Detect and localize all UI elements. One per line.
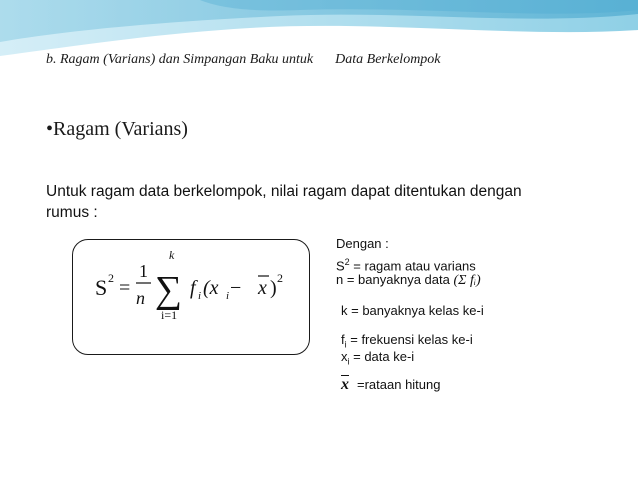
sum-sign: ∑ [155, 269, 183, 311]
intro-paragraph: Untuk ragam data berkelompok, nilai ragam dapat ditentukan dengan rumus : [46, 183, 522, 221]
variance-formula [73, 240, 311, 356]
legend-s2-exp: 2 [344, 257, 350, 267]
formula-close: ) [270, 277, 277, 299]
legend-s2-s: S [336, 258, 345, 274]
legend-n [336, 271, 481, 290]
formula-x-sub: i [226, 290, 230, 302]
legend-n-text: n = banyaknya data [336, 272, 450, 287]
formula-minus: − [230, 277, 242, 299]
formula-close-exp: 2 [277, 271, 283, 285]
formula-f-sub: i [198, 290, 202, 302]
sum-upper: k [169, 248, 175, 262]
legend-xbar-symbol: $\overline{x}$ [341, 376, 349, 393]
slide-title [46, 52, 441, 68]
legend-fi-sub: i [344, 339, 347, 350]
formula-denominator: n [136, 288, 145, 308]
legend-s2-text: = ragam atau varians [349, 258, 476, 274]
legend-dengan: Dengan : [336, 236, 389, 251]
legend-xi-x: x [341, 349, 348, 364]
legend-n-formula: (Σ fᵢ) [453, 273, 481, 288]
legend-fi-text: = frekuensi kelas ke-i [346, 332, 473, 347]
sum-lower: i=1 [161, 308, 178, 322]
legend-xbar-text: =rataan hitung [357, 377, 441, 392]
title-part-1: b. Ragam (Varians) dan Simpangan Baku untuk [46, 52, 314, 67]
legend-xi-sub: i [347, 356, 350, 367]
formula-numerator: 1 [139, 261, 148, 281]
formula-lhs-exp: 2 [108, 271, 114, 285]
section-heading: •Ragam (Varians) [46, 118, 188, 140]
legend-xi-text: = data ke-i [349, 349, 415, 364]
formula-box [72, 239, 310, 355]
title-part-2: Data Berkelompok [335, 52, 441, 67]
legend-fi-f: f [341, 332, 345, 347]
header-banner [0, 0, 638, 60]
formula-paren-x: (x [203, 277, 219, 299]
legend-k: k = banyaknya kelas ke-i [341, 303, 484, 318]
legend-xbar [341, 376, 440, 394]
legend-xi [341, 348, 414, 371]
formula-equals: = [119, 277, 131, 299]
formula-f: f [190, 277, 196, 299]
formula-xbar: x [258, 277, 267, 299]
formula-lhs: S [95, 275, 108, 300]
